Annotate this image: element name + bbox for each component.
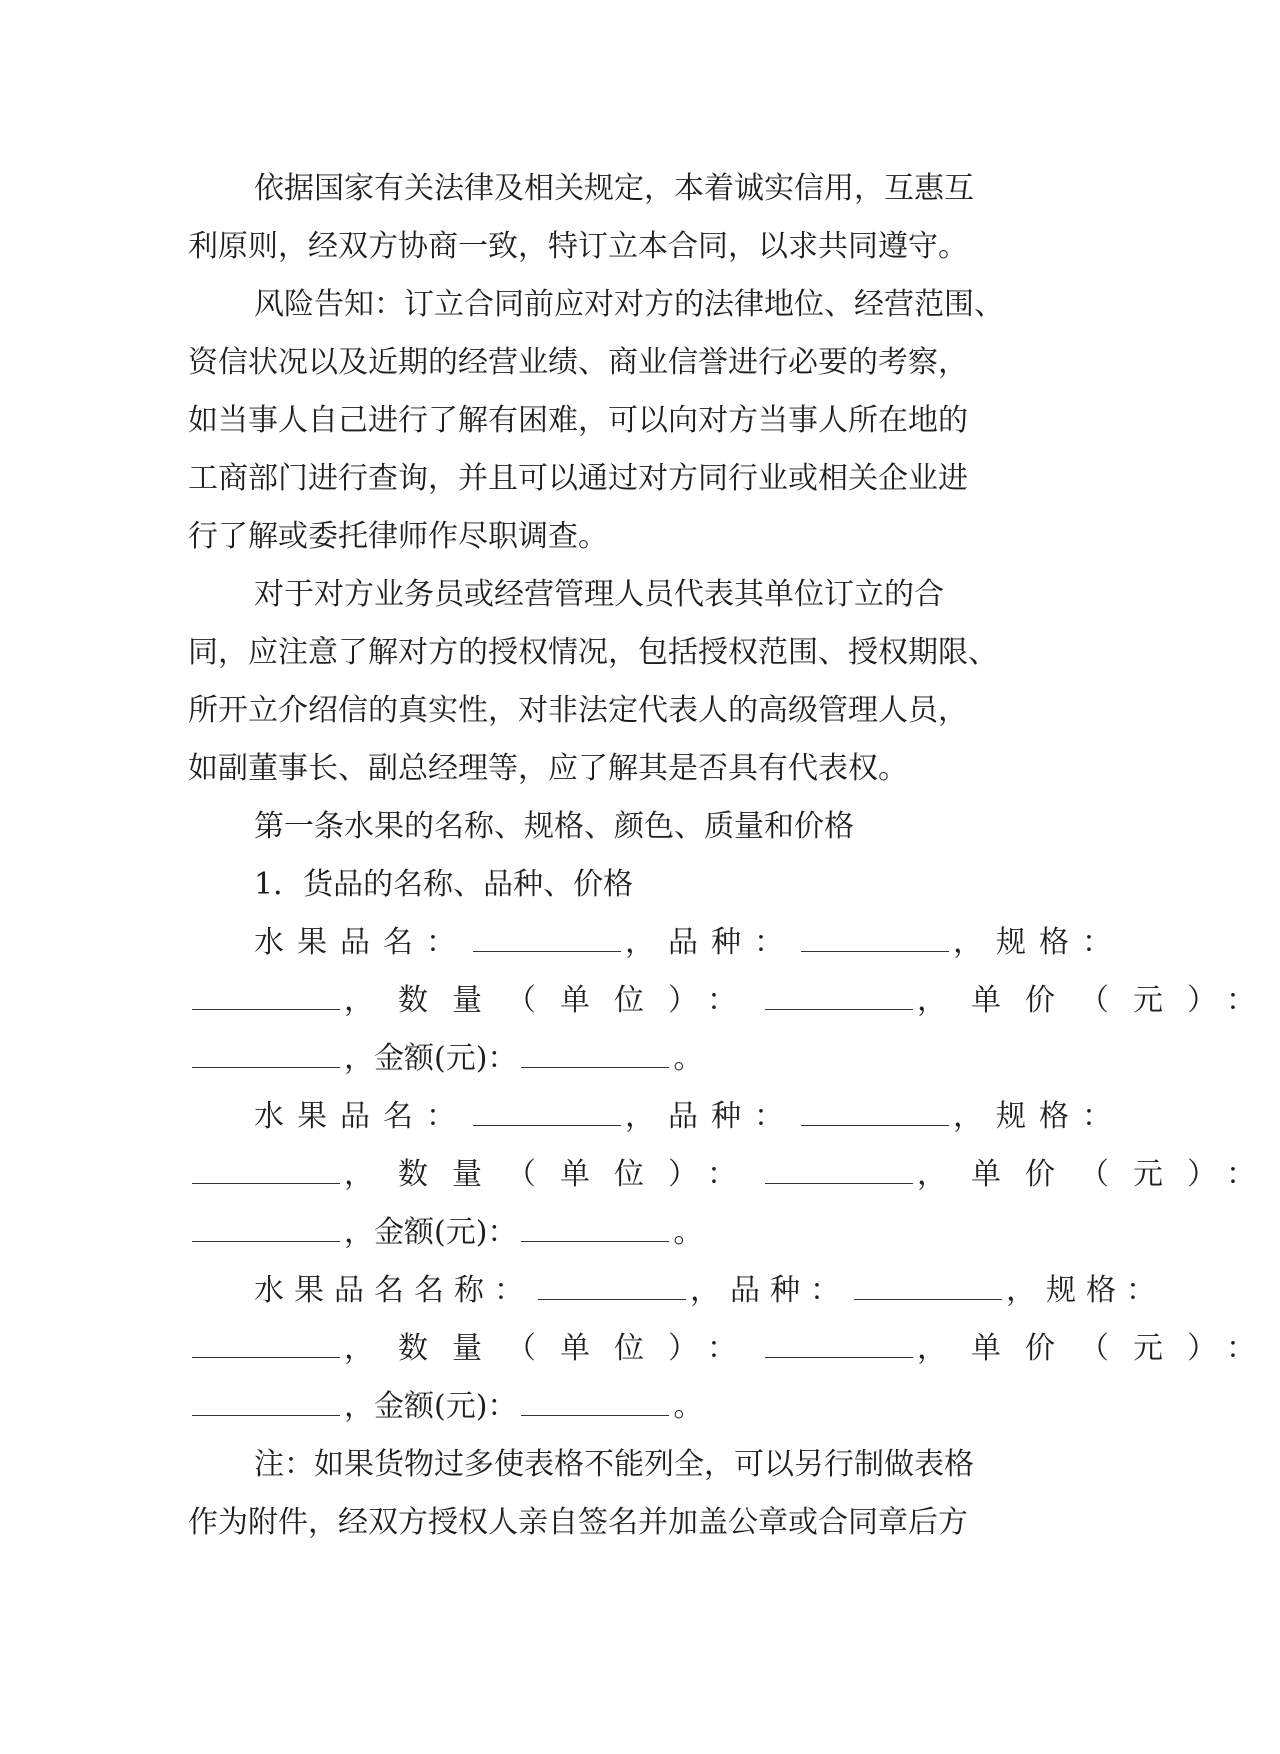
note-line-1: 注：如果货物过多使表格不能列全，可以另行制做表格 — [254, 1447, 974, 1482]
spec-label: ，规格： — [1006, 1273, 1166, 1308]
form-1-line-2 — [188, 972, 1280, 1030]
line-end: 。 — [673, 1215, 704, 1250]
paragraph-3-line-1: 对于对方业务员或经营管理人员代表其单位订立的合 — [254, 577, 944, 612]
form-3-line-1 — [188, 1262, 1166, 1320]
paragraph-3-line-3: 所开立介绍信的真实性，对非法定代表人的高级管理人员， — [188, 693, 968, 728]
variety-label: ，品种： — [625, 1099, 797, 1134]
quantity-label: ，数量（单位）： — [344, 983, 761, 1018]
amount-blank[interactable] — [521, 1066, 669, 1068]
paragraph-2-line-5: 行了解或委托律师作尽职调查。 — [188, 519, 608, 554]
form-2-line-2 — [188, 1146, 1280, 1204]
quantity-blank[interactable] — [765, 1182, 913, 1184]
amount-label: ，金额(元)： — [344, 1389, 518, 1424]
line-end: 。 — [673, 1041, 704, 1076]
fruit-name-blank[interactable] — [538, 1298, 686, 1300]
amount-blank[interactable] — [521, 1414, 669, 1416]
quantity-blank[interactable] — [765, 1008, 913, 1010]
form-2-line-1 — [188, 1088, 1125, 1146]
unit-price-blank[interactable] — [192, 1240, 340, 1242]
paragraph-2-line-2: 资信状况以及近期的经营业绩、商业信誉进行必要的考察， — [188, 345, 968, 380]
paragraph-2-line-4: 工商部门进行查询，并且可以通过对方同行业或相关企业进 — [188, 461, 968, 496]
article-1-title: 第一条水果的名称、规格、颜色、质量和价格 — [254, 809, 854, 844]
paragraph-1-line-1: 依据国家有关法律及相关规定，本着诚实信用，互惠互 — [254, 171, 974, 206]
fruit-name-blank[interactable] — [473, 950, 621, 952]
paragraph-1-line-2: 利原则，经双方协商一致，特订立本合同，以求共同遵守。 — [188, 229, 968, 264]
line-end: 。 — [673, 1389, 704, 1424]
unit-price-label: ，单价（元）： — [917, 1331, 1280, 1366]
unit-price-label: ，单价（元）： — [917, 983, 1280, 1018]
amount-blank[interactable] — [521, 1240, 669, 1242]
paragraph-3-line-4: 如副董事长、副总经理等，应了解其是否具有代表权。 — [188, 751, 908, 786]
form-1-line-1 — [188, 914, 1125, 972]
amount-label: ，金额(元)： — [344, 1215, 518, 1250]
fruit-name-label: 水果品名： — [254, 1099, 469, 1134]
amount-label: ，金额(元)： — [344, 1041, 518, 1076]
paragraph-2-line-3: 如当事人自己进行了解有困难，可以向对方当事人所在地的 — [188, 403, 968, 438]
document-body — [188, 160, 1280, 1552]
spec-label: ，规格： — [953, 1099, 1125, 1134]
fruit-name-label: 水果品名： — [254, 925, 469, 960]
variety-blank[interactable] — [801, 1124, 949, 1126]
variety-blank[interactable] — [854, 1298, 1002, 1300]
item-1-title: 1．货品的名称、品种、价格 — [254, 867, 634, 902]
spec-label: ，规格： — [953, 925, 1125, 960]
quantity-label: ，数量（单位）： — [344, 1331, 761, 1366]
unit-price-label: ，单价（元）： — [917, 1157, 1280, 1192]
variety-blank[interactable] — [801, 950, 949, 952]
form-3-line-2 — [188, 1320, 1280, 1378]
unit-price-blank[interactable] — [192, 1066, 340, 1068]
form-3-line-3 — [188, 1378, 1058, 1436]
spec-blank[interactable] — [192, 1008, 340, 1010]
fruit-name-blank[interactable] — [473, 1124, 621, 1126]
paragraph-2-line-1: 风险告知：订立合同前应对对方的法律地位、经营范围、 — [254, 287, 1004, 322]
fruit-name-label: 水果品名名称： — [254, 1273, 534, 1308]
unit-price-blank[interactable] — [192, 1414, 340, 1416]
spec-blank[interactable] — [192, 1182, 340, 1184]
paragraph-3-line-2: 同，应注意了解对方的授权情况，包括授权范围、授权期限、 — [188, 635, 998, 670]
form-1-line-3 — [188, 1030, 1058, 1088]
note-line-2: 作为附件，经双方授权人亲自签名并加盖公章或合同章后方 — [188, 1505, 968, 1540]
variety-label: ，品种： — [690, 1273, 850, 1308]
quantity-label: ，数量（单位）： — [344, 1157, 761, 1192]
spec-blank[interactable] — [192, 1356, 340, 1358]
variety-label: ，品种： — [625, 925, 797, 960]
quantity-blank[interactable] — [765, 1356, 913, 1358]
form-2-line-3 — [188, 1204, 1058, 1262]
